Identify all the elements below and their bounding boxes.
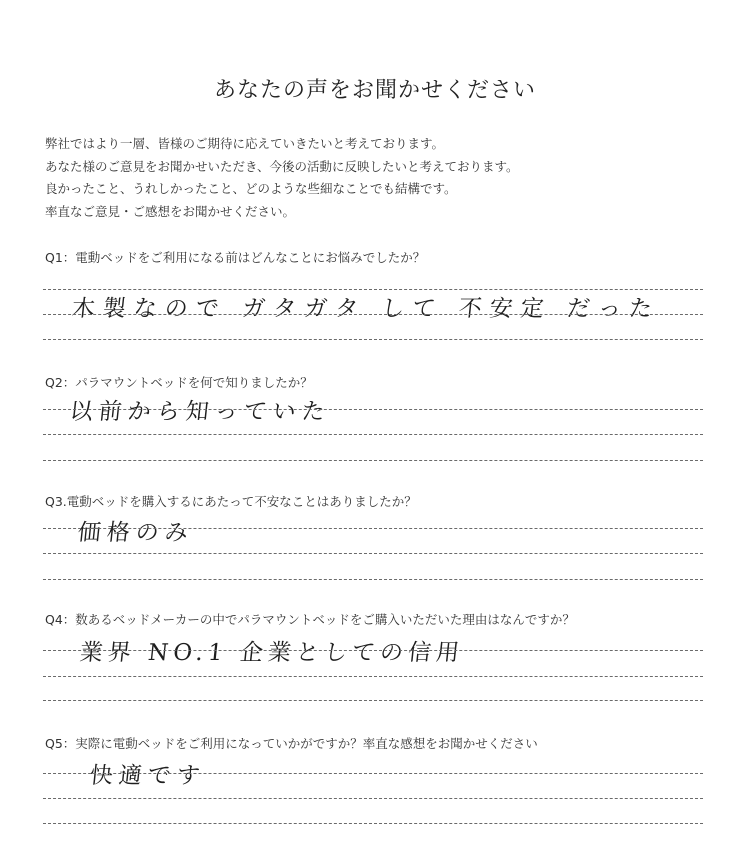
intro-line: 率直なご意見・ご感想をお聞かせください。 <box>45 203 296 219</box>
answer-line <box>43 823 703 824</box>
answer-line <box>43 676 703 677</box>
answer-line <box>43 798 703 799</box>
answer-line <box>43 650 703 651</box>
page-title: あなたの声をお聞かせください <box>213 78 536 103</box>
intro-line: あなた様のご意見をお聞かせいただき、今後の活動に反映したいと考えております。 <box>45 158 519 174</box>
question-5-answer: 快適です <box>88 763 208 789</box>
answer-line <box>43 409 703 410</box>
answer-line <box>43 460 703 461</box>
answer-line <box>43 314 703 315</box>
answer-line <box>43 773 703 774</box>
answer-line <box>43 579 703 580</box>
question-2-label: Q2：パラマウントベッドを何で知りましたか？ <box>45 375 313 390</box>
intro-line: 弊社ではより一層、皆様のご期待に応えていきたいと考えております。 <box>45 136 445 151</box>
question-4-answer: 業界 NO.1 企業としての信用 <box>78 640 466 666</box>
answer-line <box>43 434 703 435</box>
answer-line <box>43 553 703 554</box>
answer-line <box>43 289 703 290</box>
answer-line <box>43 339 703 340</box>
question-2-answer: 以前から知っていた <box>68 399 333 425</box>
question-3-answer: 価格のみ <box>76 520 196 546</box>
answer-line <box>43 528 703 529</box>
question-4-label: Q4：数あるベッドメーカーの中でパラマウントベッドをご購入いただいた理由はなんですか？ <box>45 612 575 627</box>
question-3-label: Q3.電動ベッドを購入するにあたって不安なことはありましたか？ <box>45 494 417 509</box>
intro-text <box>45 133 705 223</box>
question-5-label: Q5：実際に電動ベッドをご利用になっていかがですか？率直な感想をお聞かせください <box>45 736 538 751</box>
answer-line <box>43 700 703 701</box>
question-1-answer: 木製なので ガタガタ して 不安定 だった <box>70 296 662 322</box>
intro-line: 良かったこと、うれしかったこと、どのような些細なことでも結構です。 <box>45 181 457 196</box>
question-1-label: Q1：電動ベッドをご利用になる前はどんなことにお悩みでしたか？ <box>45 250 426 265</box>
